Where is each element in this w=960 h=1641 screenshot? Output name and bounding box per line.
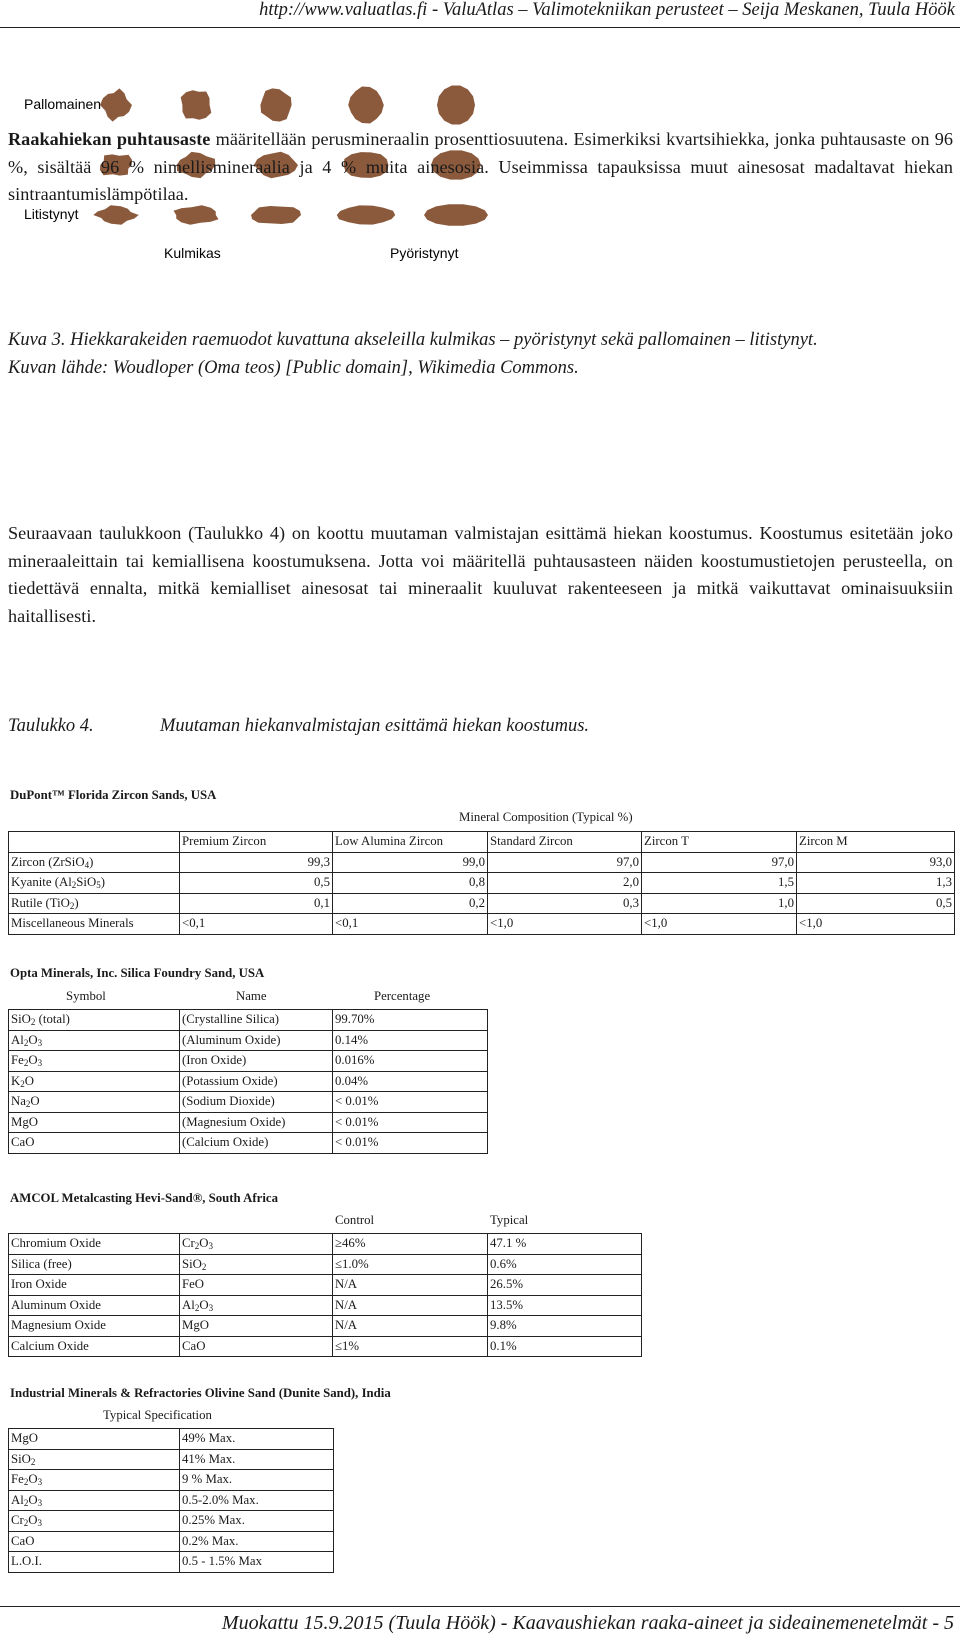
- table-row: [9, 873, 955, 894]
- cell: (Magnesium Oxide): [180, 1112, 333, 1133]
- opta-header-name: Name: [236, 989, 267, 1003]
- row-label: Kyanite $(Al_2SiO_5)$: [9, 873, 180, 894]
- cell: 49% Max.: [180, 1429, 334, 1450]
- table-row: [9, 1295, 642, 1316]
- cell: 26.5%: [488, 1275, 642, 1296]
- cell: <1,0: [642, 914, 797, 935]
- cell: (Crystalline Silica): [180, 1010, 333, 1031]
- cell: 2,0: [488, 873, 642, 894]
- table-row: [9, 1112, 488, 1133]
- table-row: [9, 1092, 488, 1113]
- cell: ≤1.0%: [333, 1254, 488, 1275]
- symbol-cell: L.O.I.: [9, 1552, 180, 1573]
- cell: 0.14%: [333, 1030, 488, 1051]
- table-row: [9, 1531, 334, 1552]
- page-footer: Muokattu 15.9.2015 (Tuula Höök) - Kaavaushiekan raaka-aineet ja sideainemenetelmät - 5: [221, 1612, 954, 1634]
- cell: 99.70%: [333, 1010, 488, 1031]
- cell: < 0.01%: [333, 1092, 488, 1113]
- sand-grain-shape: [260, 88, 291, 121]
- header-cell: Zircon M: [797, 832, 955, 853]
- cell: 0.016%: [333, 1051, 488, 1072]
- cell: <1,0: [797, 914, 955, 935]
- table-row: [9, 1030, 488, 1051]
- caption-line-2: Kuvan lähde: Woudloper (Oma teos) [Public domain], Wikimedia Commons.: [8, 358, 579, 378]
- cell: 97,0: [488, 852, 642, 873]
- cell: 0,1: [180, 893, 333, 914]
- cell: <0,1: [333, 914, 488, 935]
- cell: 0.25% Max.: [180, 1511, 334, 1532]
- cell: 1,5: [642, 873, 797, 894]
- cell: 0,5: [797, 893, 955, 914]
- header-cell: Premium Zircon: [180, 832, 333, 853]
- symbol-cell: $Na_2O$: [9, 1092, 180, 1113]
- label-spherical: Pallomainen: [24, 96, 102, 112]
- cell: 1,0: [642, 893, 797, 914]
- symbol-cell: CaO: [9, 1133, 180, 1154]
- cell: 0,8: [333, 873, 488, 894]
- symbol-cell: $Fe_2O_3$: [9, 1470, 180, 1491]
- sand-grain-shape: [437, 86, 475, 125]
- cell: Magnesium Oxide: [9, 1316, 180, 1337]
- header-rule: [0, 27, 960, 28]
- olivine-header: Typical Specification: [103, 1408, 212, 1422]
- symbol-cell: SiO$_2$ (total): [9, 1010, 180, 1031]
- table-row: [9, 1470, 334, 1491]
- formula-cell: $Cr_2O_3$: [180, 1234, 333, 1255]
- paragraph-purity-text: määritellään perusmineraalin prosenttiosuutena. Esimerkiksi kvartsihiekka, jonka puhtausaste on 96 %, sisältää 96 % nimellismineraalia ja 4 % muita ainesosia. Useimmissa tapauksissa muut ainesosat madaltavat hiekan sintraantumislämpötilaa.: [8, 129, 953, 205]
- cell: 47.1 %: [488, 1234, 642, 1255]
- paragraph-purity: [8, 126, 953, 209]
- cell: Chromium Oxide: [9, 1234, 180, 1255]
- cell: 0.6%: [488, 1254, 642, 1275]
- formula-cell: $Al_2O_3$: [180, 1295, 333, 1316]
- label-angular: Kulmikas: [164, 245, 221, 261]
- cell: ≤1%: [333, 1336, 488, 1357]
- symbol-cell: $Fe_2O_3$: [9, 1051, 180, 1072]
- opta-table: [8, 1009, 488, 1154]
- table-row: [9, 1429, 334, 1450]
- sand-grain-shape: [100, 88, 132, 121]
- symbol-cell: $Cr_2O_3$: [9, 1511, 180, 1532]
- cell: Silica (free): [9, 1254, 180, 1275]
- olivine-title: Industrial Minerals & Refractories Olivine Sand (Dunite Sand), India: [10, 1386, 391, 1400]
- formula-cell: SiO$_2$: [180, 1254, 333, 1275]
- symbol-cell: CaO: [9, 1531, 180, 1552]
- header-cell: Zircon T: [642, 832, 797, 853]
- cell: 0,3: [488, 893, 642, 914]
- cell: (Potassium Oxide): [180, 1071, 333, 1092]
- amcol-title: AMCOL Metalcasting Hevi-Sand®, South Africa: [10, 1191, 278, 1205]
- cell: 0.1%: [488, 1336, 642, 1357]
- cell: 9 % Max.: [180, 1470, 334, 1491]
- table-header-row: [9, 832, 955, 853]
- table-row: [9, 1010, 488, 1031]
- dupont-title: DuPont™ Florida Zircon Sands, USA: [10, 788, 217, 802]
- table-row: [9, 1071, 488, 1092]
- cell: 0.5 - 1.5% Max: [180, 1552, 334, 1573]
- row-label: Zircon (ZrSiO$_4$): [9, 852, 180, 873]
- cell: < 0.01%: [333, 1112, 488, 1133]
- row-label: Rutile (TiO$_2$): [9, 893, 180, 914]
- sand-grain-shape: [348, 87, 384, 124]
- cell: Calcium Oxide: [9, 1336, 180, 1357]
- cell: 1,3: [797, 873, 955, 894]
- table-row: [9, 1133, 488, 1154]
- label-flattened: Litistynyt: [24, 206, 79, 222]
- table-row: [9, 852, 955, 873]
- table-caption-text: Muutaman hiekanvalmistajan esittämä hiekan koostumus.: [160, 716, 590, 736]
- table-row: [9, 1234, 642, 1255]
- table-row: [9, 1552, 334, 1573]
- cell: 93,0: [797, 852, 955, 873]
- cell: <0,1: [180, 914, 333, 935]
- cell: 99,0: [333, 852, 488, 873]
- paragraph-table-intro: Seuraavaan taulukkoon (Taulukko 4) on koottu muutaman valmistajan esittämä hiekan koostumus. Koostumus esitetään joko mineraaleittain tai kemiallisena koostumuksena. Jotta voi määritellä puhtausasteen näiden koostumustietojen perusteella, on tiedettävä ennalta, mitkä kemialliset ainesosat tai mineraalit kuuluvat rakenteeseen ja mitkä vaikuttavat ominaisuuksiin haitallisesti.: [8, 523, 953, 626]
- table-row: [9, 1511, 334, 1532]
- cell: <1,0: [488, 914, 642, 935]
- symbol-cell: MgO: [9, 1112, 180, 1133]
- dupont-group-header: Mineral Composition (Typical %): [459, 810, 633, 824]
- cell: (Iron Oxide): [180, 1051, 333, 1072]
- footer-rule: [0, 1606, 960, 1607]
- cell: 99,3: [180, 852, 333, 873]
- olivine-table: [8, 1428, 334, 1573]
- symbol-cell: $Al_2O_3$: [9, 1490, 180, 1511]
- table-row: [9, 914, 955, 935]
- table-row: [9, 1316, 642, 1337]
- cell: N/A: [333, 1316, 488, 1337]
- cell: ≥46%: [333, 1234, 488, 1255]
- amcol-header-typical: Typical: [490, 1213, 529, 1227]
- table-row: [9, 893, 955, 914]
- symbol-cell: $K_2O$: [9, 1071, 180, 1092]
- cell: 0,5: [180, 873, 333, 894]
- formula-cell: CaO: [180, 1336, 333, 1357]
- cell: 0.5-2.0% Max.: [180, 1490, 334, 1511]
- amcol-header-control: Control: [335, 1213, 375, 1227]
- table-caption-label: Taulukko 4.: [8, 716, 94, 736]
- cell: Aluminum Oxide: [9, 1295, 180, 1316]
- cell: 41% Max.: [180, 1449, 334, 1470]
- dupont-table: [8, 831, 955, 935]
- caption-line-1: Kuva 3. Hiekkarakeiden raemuodot kuvattuna akseleilla kulmikas – pyöristynyt sekä pallomainen – litistynyt.: [8, 330, 818, 350]
- cell: 97,0: [642, 852, 797, 873]
- table-row: [9, 1275, 642, 1296]
- header-cell: Low Alumina Zircon: [333, 832, 488, 853]
- cell: 0,2: [333, 893, 488, 914]
- symbol-cell: MgO: [9, 1429, 180, 1450]
- formula-cell: MgO: [180, 1316, 333, 1337]
- table-row: [9, 1490, 334, 1511]
- table-row: [9, 1051, 488, 1072]
- table-row: [9, 1336, 642, 1357]
- table-row: [9, 1254, 642, 1275]
- header-cell: Standard Zircon: [488, 832, 642, 853]
- cell: 13.5%: [488, 1295, 642, 1316]
- opta-header-symbol: Symbol: [66, 989, 106, 1003]
- sand-grain-shape: [181, 90, 212, 119]
- label-rounded: Pyöristynyt: [390, 245, 459, 261]
- figure-caption: [8, 326, 953, 382]
- symbol-cell: $Al_2O_3$: [9, 1030, 180, 1051]
- cell: 9.8%: [488, 1316, 642, 1337]
- symbol-cell: SiO$_2$: [9, 1449, 180, 1470]
- opta-title: Opta Minerals, Inc. Silica Foundry Sand, USA: [10, 966, 265, 980]
- row-label: Miscellaneous Minerals: [9, 914, 180, 935]
- opta-header-percentage: Percentage: [374, 989, 431, 1003]
- formula-cell: FeO: [180, 1275, 333, 1296]
- cell: (Sodium Dioxide): [180, 1092, 333, 1113]
- table-row: [9, 1449, 334, 1470]
- page-header: http://www.valuatlas.fi - ValuAtlas – Valimotekniikan perusteet – Seija Meskanen, Tuula Höök: [259, 0, 955, 20]
- cell: 0.2% Max.: [180, 1531, 334, 1552]
- cell: (Aluminum Oxide): [180, 1030, 333, 1051]
- cell: N/A: [333, 1275, 488, 1296]
- cell: Iron Oxide: [9, 1275, 180, 1296]
- term-purity: Raakahiekan puhtausaste: [8, 129, 211, 149]
- amcol-table: [8, 1233, 642, 1357]
- cell: (Calcium Oxide): [180, 1133, 333, 1154]
- header-cell: [9, 832, 180, 853]
- cell: < 0.01%: [333, 1133, 488, 1154]
- cell: 0.04%: [333, 1071, 488, 1092]
- cell: N/A: [333, 1295, 488, 1316]
